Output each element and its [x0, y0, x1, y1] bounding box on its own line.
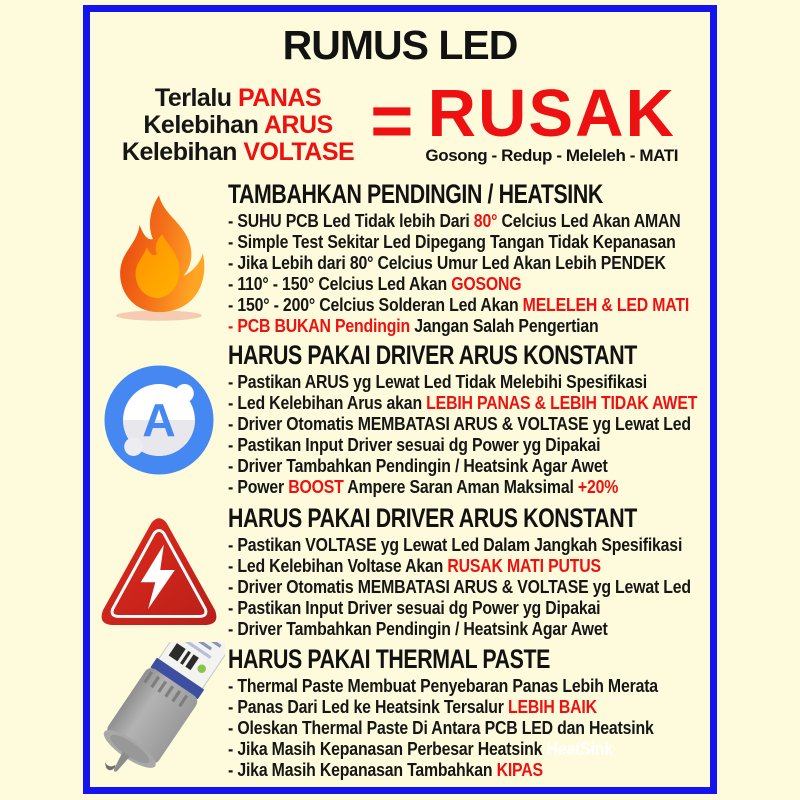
section-bullets [228, 211, 710, 337]
bullet-line: - Pastikan ARUS yg Lewat Led Tidak Melebihi Spesifikasi [228, 372, 648, 392]
section-voltage-driver [90, 504, 710, 640]
bullet-line: - PCB BUKAN Pendingin Jangan Salah Pengertian [228, 316, 599, 336]
section-heading: TAMBAHKAN PENDINGIN / HEATSINK [228, 179, 603, 209]
section-current-driver [90, 341, 710, 498]
bordered-panel [83, 5, 717, 794]
bullet-line: - Jika Lebih dari 80° Celcius Umur Led Akan Lebih PENDEK [228, 253, 666, 273]
section-heatsink [90, 180, 710, 337]
bullet-line: - Power BOOST Ampere Saran Aman Maksimal +20% [228, 477, 619, 497]
bullet-line: - Simple Test Sekitar Led Dipegang Tangan Tidak Kepanasan [228, 232, 676, 252]
thermal-paste-icon [90, 642, 228, 790]
bullet-line: - Pastikan Input Driver sesuai dg Power yg Dipakai [228, 598, 601, 618]
flame-icon [90, 195, 228, 323]
causes-list [122, 85, 354, 166]
bullet-line: - Driver Tambahkan Pendingin / Heatsink Agar Awet [228, 619, 608, 639]
section-heading: HARUS PAKAI THERMAL PASTE [228, 644, 550, 674]
bullet-line: - SUHU PCB Led Tidak lebih Dari 80° Celcius Led Akan AMAN [228, 211, 681, 231]
bullet-line: - Driver Otomatis MEMBATASI ARUS & VOLTASE yg Lewat Led [228, 414, 691, 434]
section-thermal-paste [90, 642, 710, 784]
ampere-driver-icon [90, 362, 228, 478]
equation-block [90, 76, 710, 166]
cause-line: Kelebihan VOLTASE [121, 138, 355, 166]
bullet-line: - Oleskan Thermal Paste Di Antara PCB LED dan Heatsink [228, 718, 654, 738]
bullet-line: - Jika Masih Kepanasan Perbesar Heatsink HeatSink [228, 739, 613, 759]
bullet-line: - Led Kelebihan Arus akan LEBIH PANAS & LEBIH TIDAK AWET [228, 393, 698, 413]
section-heading: HARUS PAKAI DRIVER ARUS KONSTANT [228, 340, 637, 370]
result-subtitle: Gosong - Redup - Meleleh - MATI [425, 146, 679, 165]
section-bullets [228, 676, 710, 781]
bullet-line: - Driver Otomatis MEMBATASI ARUS & VOLTASE yg Lewat Led [228, 577, 691, 597]
bullet-line: - Pastikan Input Driver sesuai dg Power yg Dipakai [228, 435, 601, 455]
section-bullets [228, 372, 710, 498]
result-text: RUSAK [427, 76, 676, 151]
bullet-line: - Pastikan VOLTASE yg Lewat Led Dalam Jangkah Spesifikasi [228, 535, 683, 555]
result-block [425, 76, 679, 166]
bullet-line: - Thermal Paste Membuat Penyebaran Panas Lebih Merata [228, 676, 658, 696]
section-bullets [228, 535, 710, 640]
bullet-line: - Driver Tambahkan Pendingin / Heatsink Agar Awet [228, 456, 608, 476]
svg-text:A: A [142, 393, 176, 446]
equals-sign: = [370, 78, 414, 162]
cause-line: Kelebihan ARUS [143, 111, 333, 139]
bullet-line: - 110° - 150° Celcius Led Akan GOSONG [228, 274, 522, 294]
page-title: RUMUS LED [282, 22, 518, 68]
voltage-warning-icon [90, 516, 228, 629]
bullet-line: - 150° - 200° Celcius Solderan Led Akan MELELEH & LED MATI [228, 295, 690, 315]
bullet-line: - Jika Masih Kepanasan Tambahkan KIPAS [228, 760, 543, 780]
cause-line: Terlalu PANAS [154, 84, 322, 112]
section-heading: HARUS PAKAI DRIVER ARUS KONSTANT [228, 503, 637, 533]
bullet-line: - Led Kelebihan Voltase Akan RUSAK MATI PUTUS [228, 556, 601, 576]
bullet-line: - Panas Dari Led ke Heatsink Tersalur LEBIH BAIK [228, 697, 597, 717]
